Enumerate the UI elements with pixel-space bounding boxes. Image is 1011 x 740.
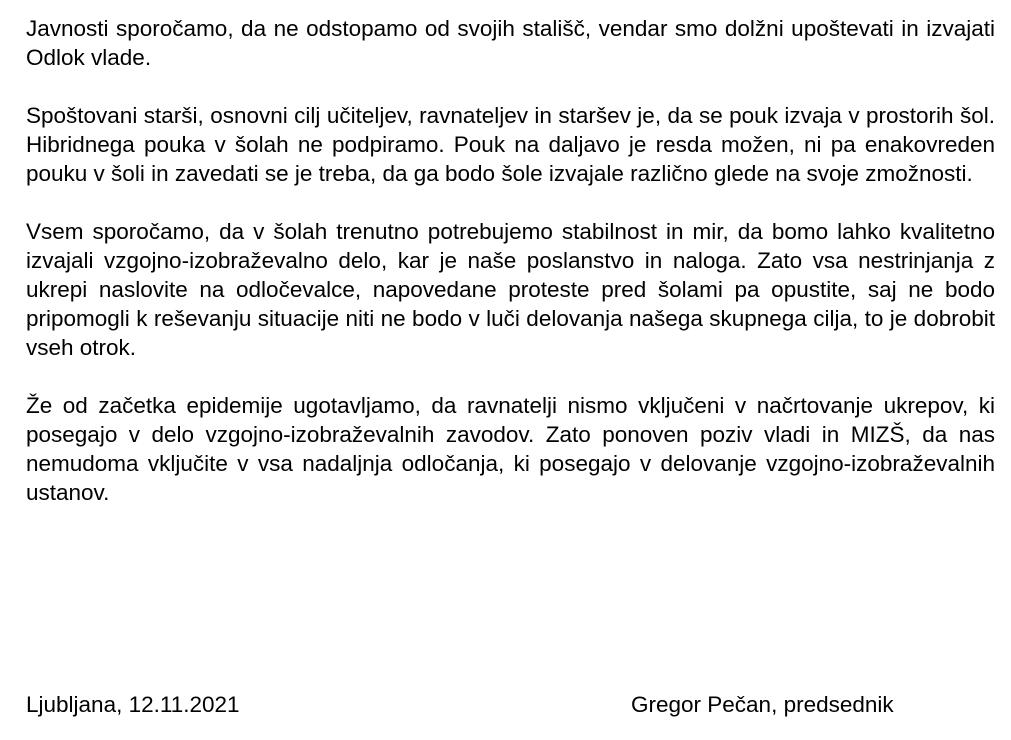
signature: Gregor Pečan, predsednik — [631, 692, 894, 717]
paragraph-inclusion: Že od začetka epidemije ugotavljamo, da ravnatelji nismo vključeni v načrtovanje ukrepov, ki posegajo v delo vzgojno-izobraževalnih zavodov. Zato ponoven poziv vladi in MIZŠ, da nas nemudoma vključite v vsa nadaljnja odločanja, ki posegajo v delovanje vzgojno-izobraževalnih ustanov. — [26, 393, 995, 505]
paragraph-parents: Spoštovani starši, osnovni cilj učiteljev, ravnateljev in staršev je, da se pouk izvaja v prostorih šol. Hibridnega pouka v šolah ne podpiramo. Pouk na daljavo je resda možen, ni pa enakovreden pouku v šoli in zavedati se je treba, da ga bodo šole izvajale različno glede na svoje zmožnosti. — [26, 103, 995, 186]
paragraph-statement: Javnosti sporočamo, da ne odstopamo od svojih stališč, vendar smo dolžni upoštevati in izvajati Odlok vlade. — [26, 16, 995, 70]
document-body — [26, 14, 995, 536]
place-date: Ljubljana, 12.11.2021 — [26, 692, 240, 717]
paragraph-stability: Vsem sporočamo, da v šolah trenutno potrebujemo stabilnost in mir, da bomo lahko kvalitetno izvajali vzgojno-izobraževalno delo, kar je naše poslanstvo in naloga. Zato vsa nestrinjanja z ukrepi naslovite na odločevalce, napovedane proteste pred šolami pa opustite, saj ne bodo pripomogli k reševanju situacije niti ne bodo v luči delovanja našega skupnega cilja, to je dobrobit vseh otrok. — [26, 219, 995, 360]
